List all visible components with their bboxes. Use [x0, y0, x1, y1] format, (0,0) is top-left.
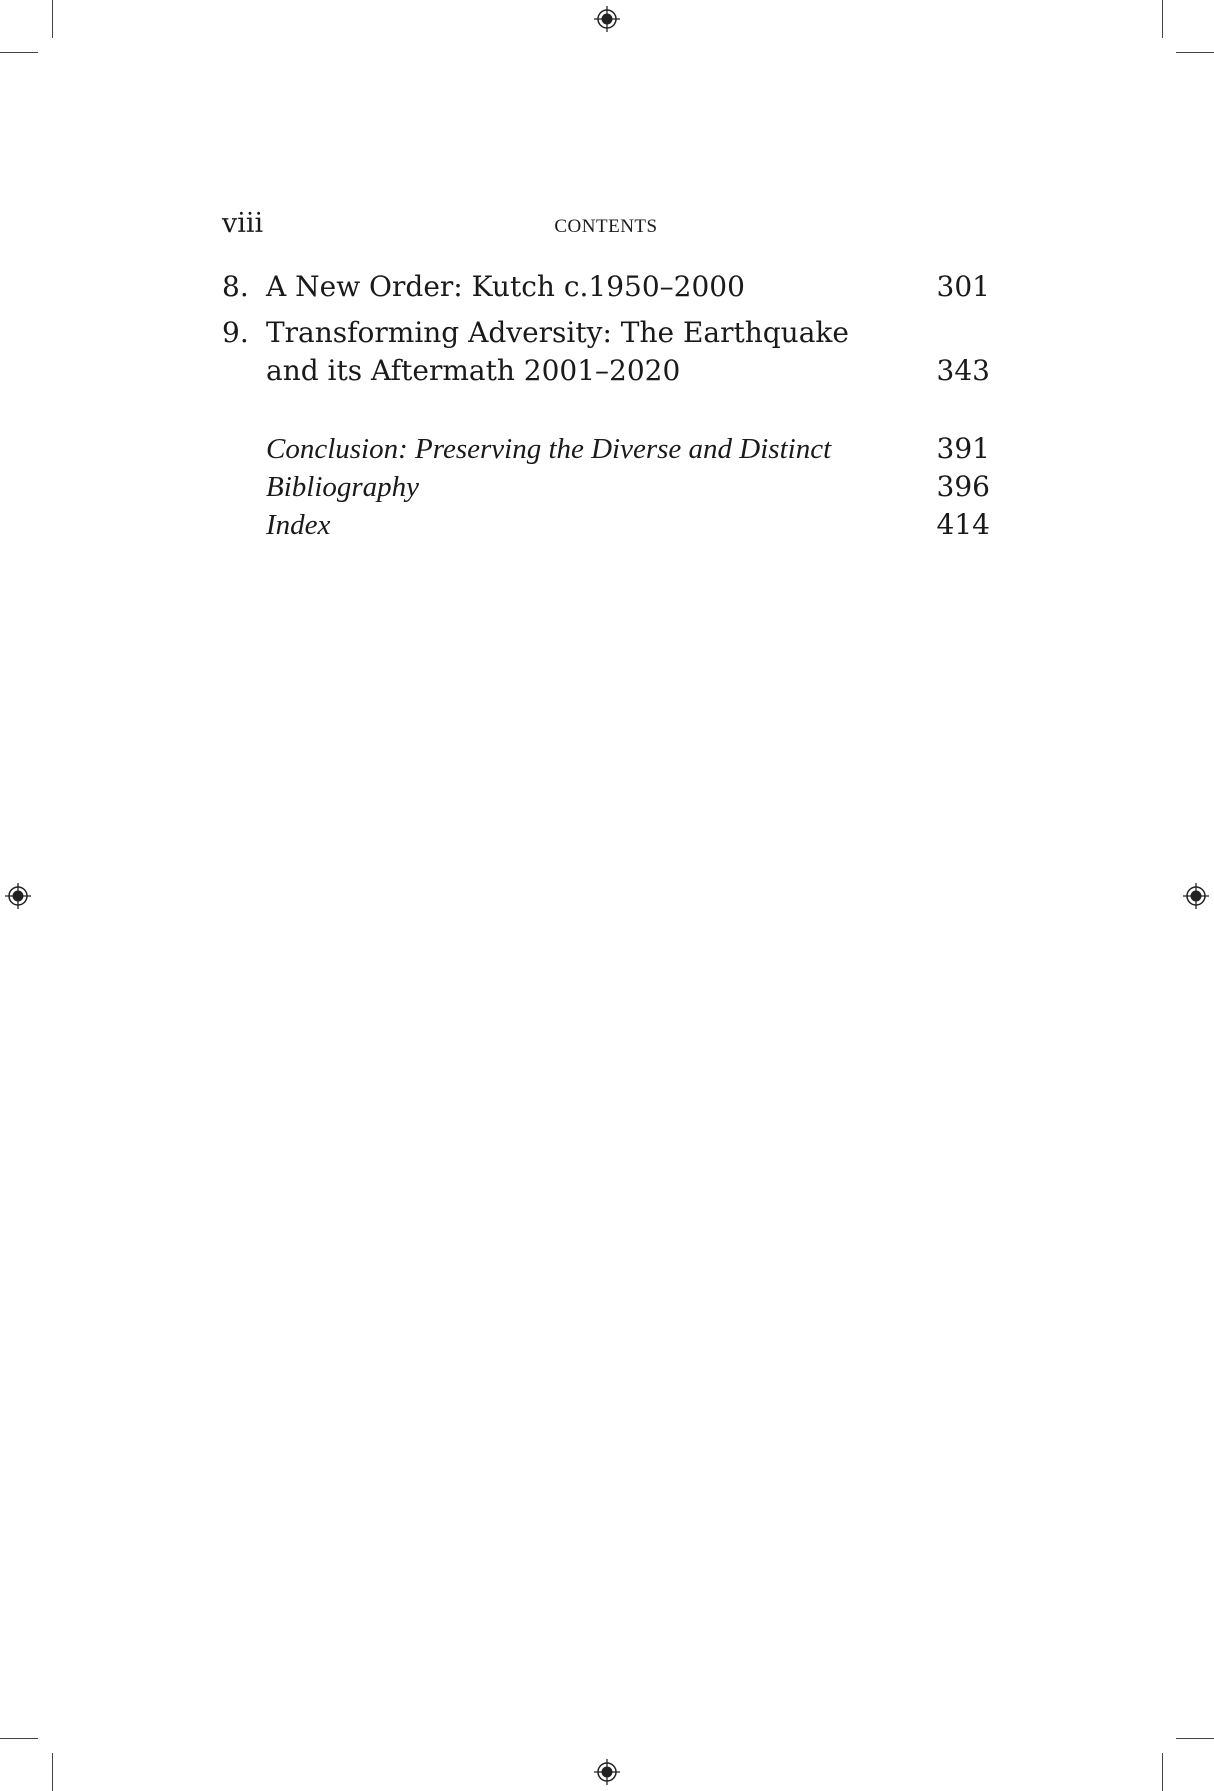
crop-mark-top-right-h	[1176, 52, 1214, 53]
chapter-page: 301	[936, 270, 990, 303]
backmatter-page: 396	[936, 470, 990, 503]
crop-mark-bottom-left-h	[0, 1738, 38, 1739]
crop-mark-top-left-h	[0, 52, 38, 53]
chapter-number: 9.	[222, 316, 249, 349]
backmatter-page: 391	[936, 432, 990, 465]
crop-mark-bottom-right-h	[1176, 1738, 1214, 1739]
crop-mark-bottom-left-v	[52, 1753, 53, 1791]
crop-mark-top-left-v	[52, 0, 53, 38]
page-number: viii	[222, 208, 264, 239]
chapter-page: 343	[936, 354, 990, 387]
registration-mark-icon	[1182, 882, 1210, 910]
running-head: CONTENTS	[554, 216, 658, 237]
backmatter-list	[222, 430, 990, 544]
table-of-contents	[222, 268, 990, 544]
toc-entry-index	[222, 506, 990, 544]
backmatter-page: 414	[936, 508, 990, 541]
crop-mark-bottom-right-v	[1162, 1753, 1163, 1791]
chapter-title: A New Order: Kutch c.1950–2000	[266, 270, 745, 303]
toc-entry-chapter-9	[222, 314, 990, 390]
registration-mark-icon	[593, 1758, 621, 1786]
backmatter-title: Index	[266, 509, 331, 541]
backmatter-title: Conclusion: Preserving the Diverse and Distinct	[266, 433, 832, 465]
toc-entry-conclusion	[222, 430, 990, 468]
backmatter-title: Bibliography	[266, 471, 420, 503]
registration-mark-icon	[593, 5, 621, 33]
chapter-title: Transforming Adversity: The Earthquake and its Aftermath 2001–2020	[266, 316, 849, 387]
chapter-number: 8.	[222, 270, 249, 303]
page-header	[222, 208, 990, 248]
registration-mark-icon	[4, 882, 32, 910]
toc-entry-bibliography	[222, 468, 990, 506]
toc-entry-chapter-8	[222, 268, 990, 306]
crop-mark-top-right-v	[1162, 0, 1163, 38]
